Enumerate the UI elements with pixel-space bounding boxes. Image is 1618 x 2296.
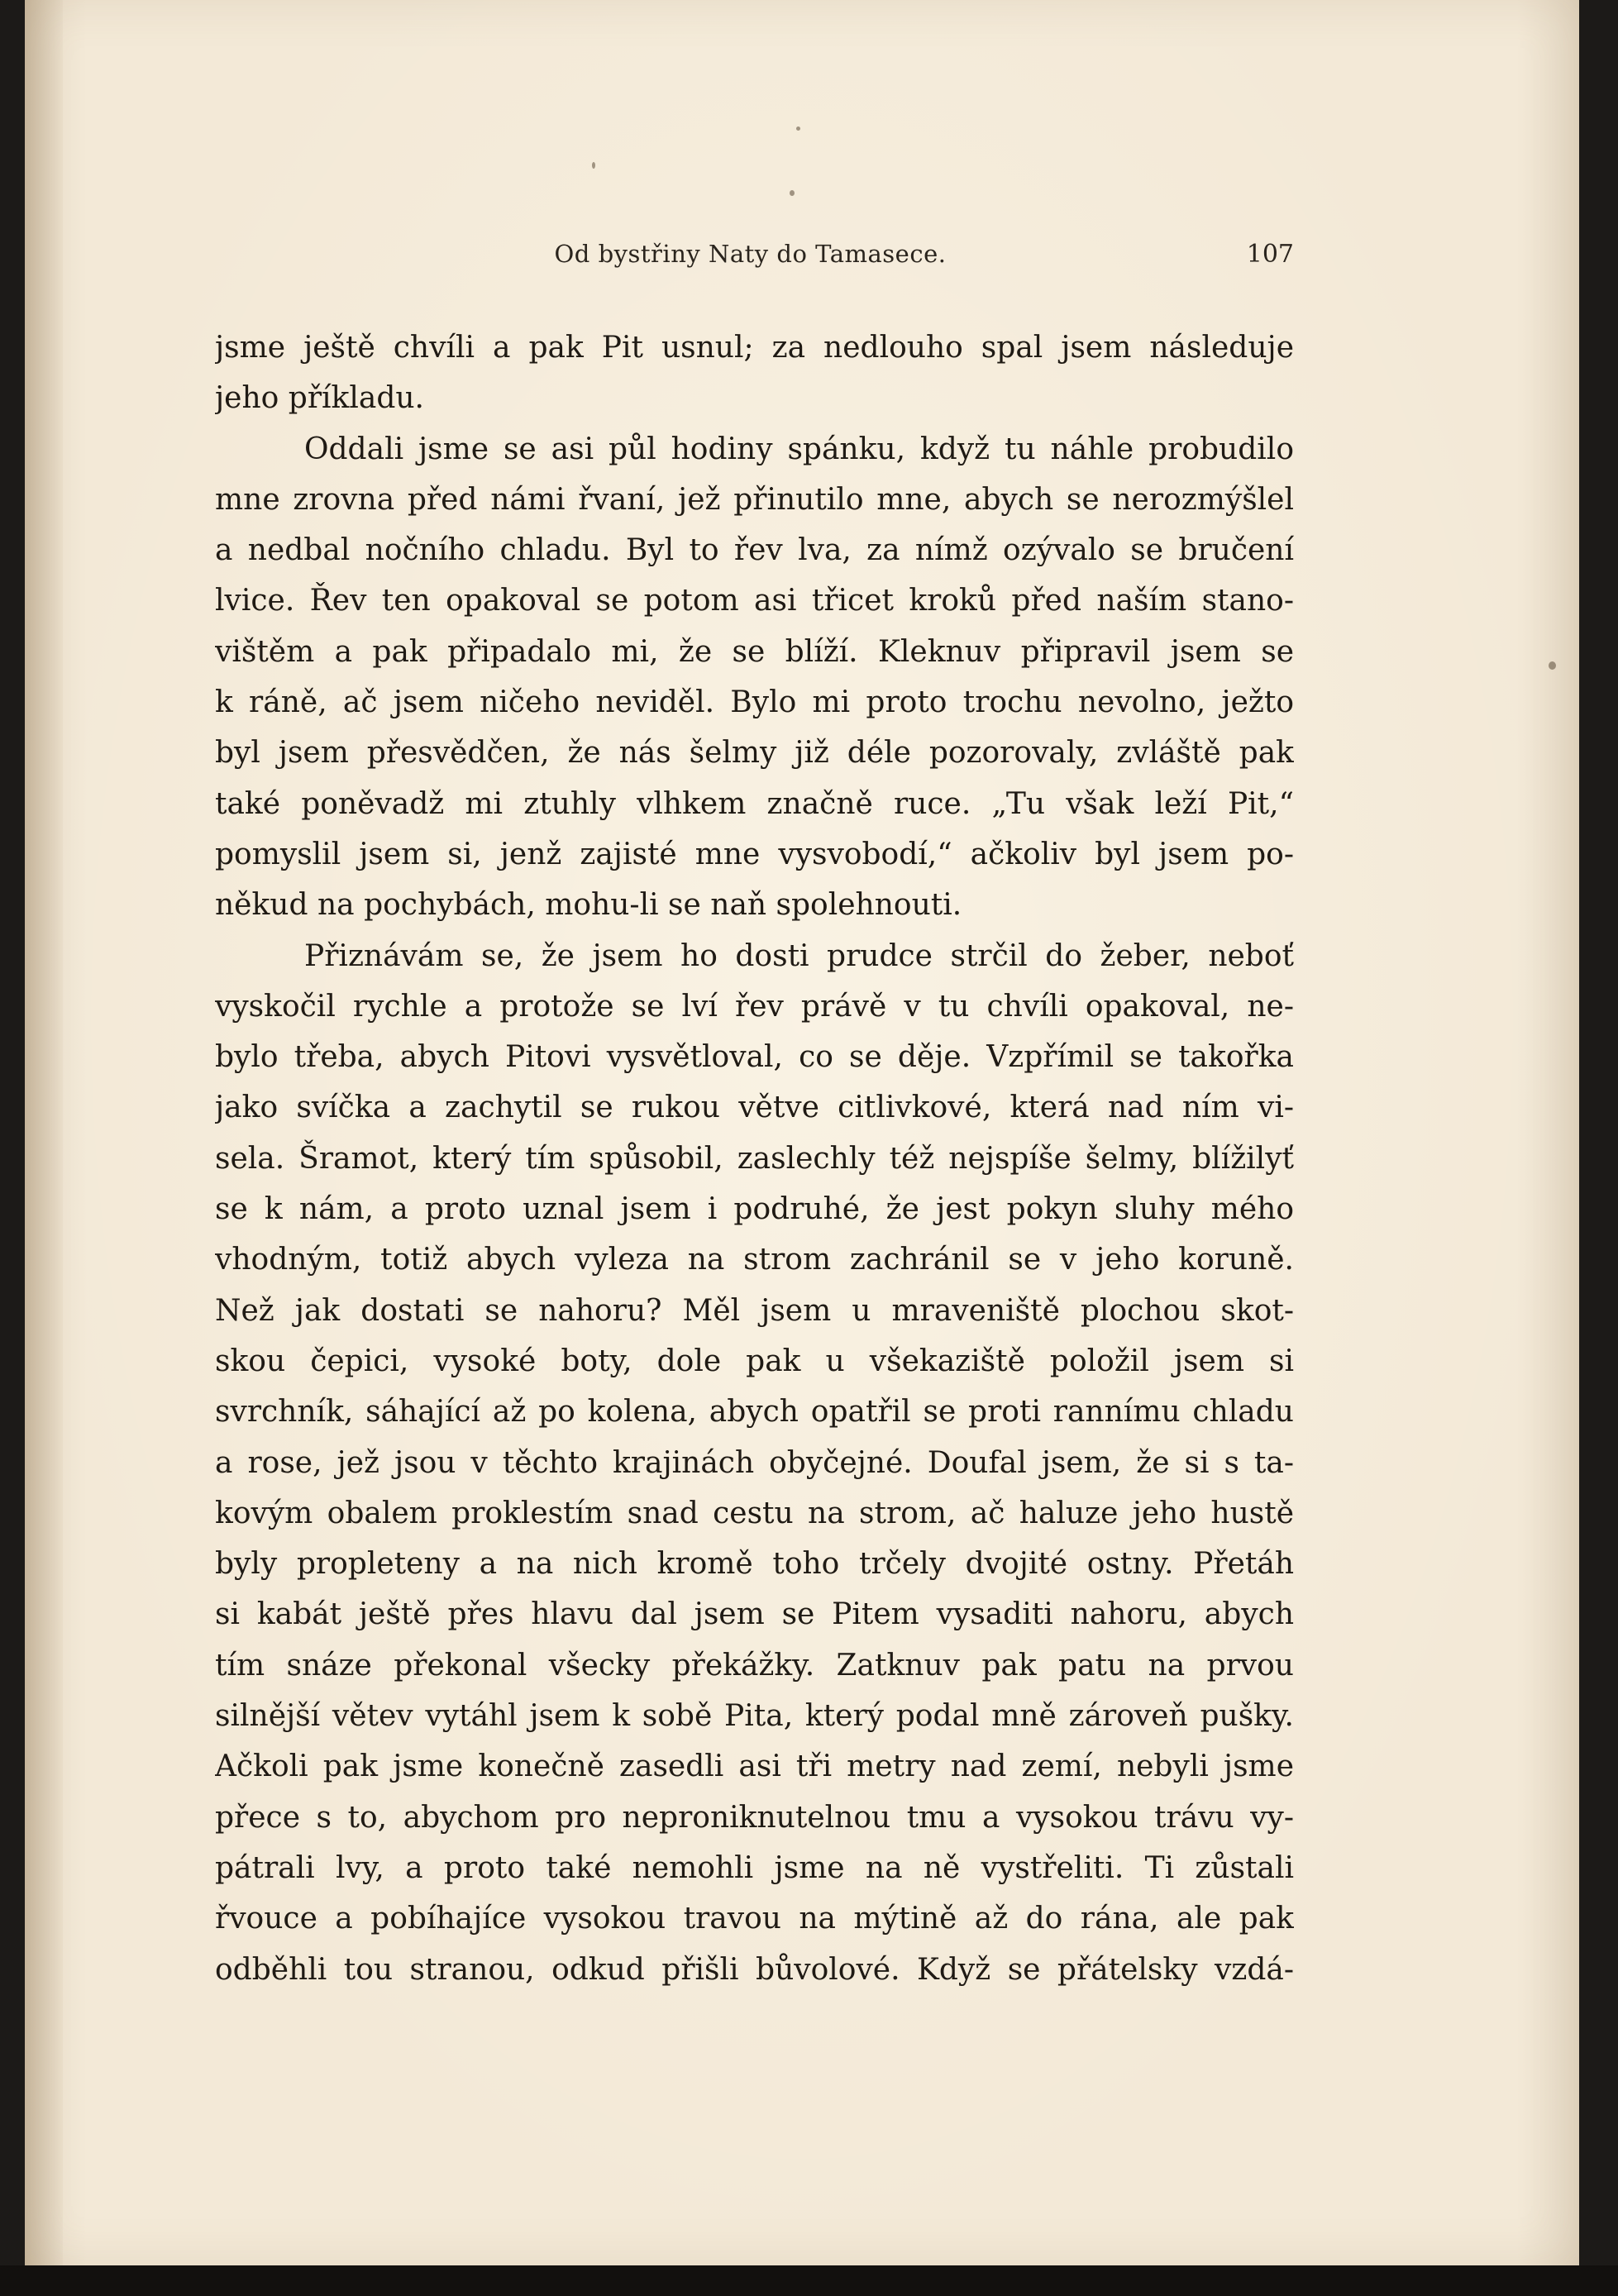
scan-background xyxy=(0,2265,1618,2296)
paper-speck xyxy=(790,190,795,196)
text-line: Ačkoli pak jsme konečně zasedli asi tři metry nad zemí, nebyli jsme xyxy=(215,1749,1294,1784)
paper-speck xyxy=(796,126,800,131)
text-line: sela. Šramot, který tím spůsobil, zaslechly též nejspíše šelmy, blížilyť xyxy=(215,1141,1294,1176)
page-number: 107 xyxy=(1246,240,1294,269)
text-line: kovým obalem proklestím snad cestu na strom, ač haluze jeho hustě xyxy=(215,1496,1294,1530)
text-line: a rose, jež jsou v těchto krajinách obyčejné. Doufal jsem, že si s ta- xyxy=(215,1445,1294,1480)
text-line: svrchník, sáhající až po kolena, abych opatřil se proti rannímu chladu xyxy=(215,1395,1294,1430)
text-line: silnější větev vytáhl jsem k sobě Pita, který podal mně zároveň pušky. xyxy=(215,1699,1294,1734)
text-line: si kabát ještě přes hlavu dal jsem se Pitem vysaditi nahoru, abych xyxy=(215,1597,1294,1632)
paper-speck xyxy=(1549,661,1556,670)
text-line: k ráně, ač jsem ničeho neviděl. Bylo mi proto trochu nevolno, ježto xyxy=(215,685,1294,720)
text-line: pátrali lvy, a proto také nemohli jsme na ně vystřeliti. Ti zůstali xyxy=(215,1850,1294,1885)
text-line: Než jak dostati se nahoru? Měl jsem u mraveniště plochou skot- xyxy=(215,1293,1294,1328)
text-line: vištěm a pak připadalo mi, že se blíží. Kleknuv připravil jsem se xyxy=(215,634,1294,669)
text-line: a nedbal nočního chladu. Byl to řev lva, za nímž ozývalo se bručení xyxy=(215,533,1294,568)
text-line: skou čepici, vysoké boty, dole pak u všekaziště položil jsem si xyxy=(215,1344,1294,1378)
text-line: odběhli tou stranou, odkud přišli bůvolové. Když se přátelsky vzdá- xyxy=(215,1952,1294,1987)
text-line: lvice. Řev ten opakoval se potom asi třicet kroků před naším stano- xyxy=(215,584,1294,618)
text-line: také poněvadž mi ztuhly vlhkem značně ruce. „Tu však leží Pit,“ xyxy=(215,786,1294,821)
text-line: jsme ještě chvíli a pak Pit usnul; za nedlouho spal jsem následuje xyxy=(215,331,1294,365)
text-line: vyskočil rychle a protože se lví řev právě v tu chvíli opakoval, ne- xyxy=(215,989,1294,1024)
text-line: vhodným, totiž abych vyleza na strom zachránil se v jeho koruně. xyxy=(215,1243,1294,1277)
text-line: přece s to, abychom pro neproniknutelnou tmu a vysokou trávu vy- xyxy=(215,1800,1294,1835)
text-line: řvouce a pobíhajíce vysokou travou na mýtině až do rána, ale pak xyxy=(215,1902,1294,1936)
paper-speck xyxy=(592,162,595,169)
text-line: tím snáze překonal všecky překážky. Zatknuv pak patu na prvou xyxy=(215,1648,1294,1683)
text-line: Přiznávám se, že jsem ho dosti prudce strčil do žeber, neboť xyxy=(304,938,1294,973)
text-line: byly propleteny a na nich kromě toho trčely dvojité ostny. Přetáh xyxy=(215,1547,1294,1582)
text-line: Oddali jsme se asi půl hodiny spánku, když tu náhle probudilo xyxy=(304,432,1294,466)
text-line: mne zrovna před námi řvaní, jež přinutilo mne, abych se nerozmýšlel xyxy=(215,482,1294,517)
text-line: bylo třeba, abych Pitovi vysvětloval, co se děje. Vzpřímil se takořka xyxy=(215,1040,1294,1075)
running-title: Od bystřiny Naty do Tamasece. xyxy=(554,240,947,268)
page-header xyxy=(207,240,1294,273)
page-gutter-shadow xyxy=(25,0,63,2265)
text-line: se k nám, a proto uznal jsem i podruhé, že jest pokyn sluhy mého xyxy=(215,1192,1294,1227)
text-line: jako svíčka a zachytil se rukou větve citlivkové, která nad ním vi- xyxy=(215,1091,1294,1125)
text-line: pomyslil jsem si, jenž zajisté mne vysvobodí,“ ačkoliv byl jsem po- xyxy=(215,837,1294,871)
text-line: byl jsem přesvědčen, že nás šelmy již déle pozorovaly, zvláště pak xyxy=(215,736,1294,771)
text-line: jeho příkladu. xyxy=(215,381,425,416)
text-line: někud na pochybách, mohu-li se naň spolehnouti. xyxy=(215,888,962,923)
body-text xyxy=(215,322,1294,1995)
